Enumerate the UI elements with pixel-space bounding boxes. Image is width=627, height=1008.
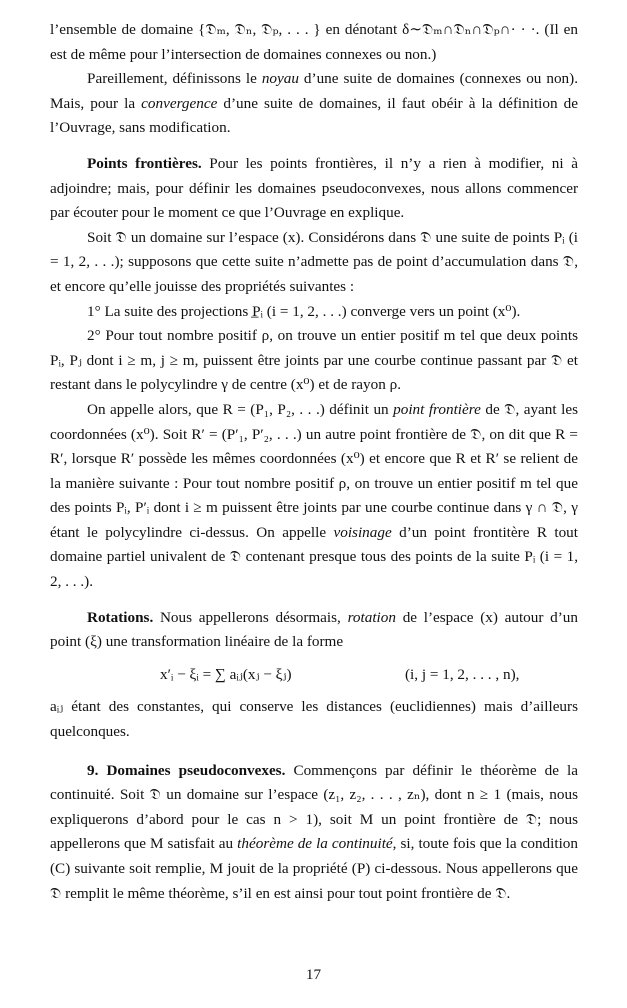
- paragraph-pseudoconvexes: [50, 759, 578, 907]
- text-run: de l’espace (x) autour d’un point (ξ) une transformation linéaire de la forme: [50, 608, 578, 651]
- paragraph-constantes: aᵢⱼ étant des constantes, qui conserve les distances (euclidiennes) mais d’ailleurs quelconques.: [50, 698, 578, 741]
- text-run: Pour les points frontières, il n’y a rien à modifier, ni à adjoindre; mais, pour définir les domaines pseudoconvexes, nous allons commencer par écouter pour le moment ce que l’Ouvrage en explique.: [50, 154, 578, 222]
- term-point-frontiere: point frontière: [393, 400, 481, 418]
- term-theoreme-continuite: théorème de la continuité: [237, 835, 393, 853]
- term-noyau: noyau: [261, 70, 299, 88]
- text-run: d’un point frontitère R tout domaine partiel univalent de 𝔇 contenant presque tous des points de la suite Pᵢ (i = 1, 2, . . .).: [50, 523, 578, 591]
- term-rotation: rotation: [347, 608, 396, 626]
- paragraph-intersection: l’ensemble de domaine {𝔇ₘ, 𝔇ₙ, 𝔇ₚ, . . . } en dénotant δ∼𝔇ₘ∩𝔇ₙ∩𝔇ₚ∩· · ·. (Il en est de même pour l’intersection de domaines connexes ou non.): [50, 21, 578, 63]
- text-run: , si, toute fois que la condition (C) suivante soit remplie, M jouit de la propriété (P) ci-dessous. Nous appellerons que 𝔇 remplit le même théorème, s’il en est ainsi pour tout point frontière de 𝔇.: [50, 835, 578, 902]
- heading-rotations: Rotations.: [87, 608, 154, 626]
- paragraph-condition-2: 2° Pour tout nombre positif ρ, on trouve un entier positif m tel que deux points Pᵢ, Pⱼ dont i ≥ m, j ≥ m, puissent être joints par une courbe continue passant par 𝔇 et restant dans le polycylindre γ de centre (x⁰) et de rayon ρ.: [50, 327, 578, 394]
- paragraph-point-frontiere: [50, 398, 578, 595]
- text-run: d’une suite de domaines (connexes ou non). Mais, pour la: [50, 70, 579, 112]
- paragraph-condition-1: 1° La suite des projections P̲ᵢ (i = 1, 2, . . .) converge vers un point (x⁰).: [87, 302, 521, 320]
- text-run: Pareillement, définissons le: [87, 70, 262, 88]
- heading-pseudoconvexes: 9. Domaines pseudoconvexes.: [87, 761, 286, 779]
- term-convergence: convergence: [141, 94, 218, 112]
- paragraph-points-frontieres: [50, 152, 578, 226]
- paragraph-rotations: [50, 606, 578, 655]
- text-run: d’une suite de domaines, il faut obéir à la définition de l’Ouvrage, sans modification.: [50, 94, 578, 137]
- formula-expression: x′ᵢ − ξᵢ = ∑ aᵢⱼ(xⱼ − ξⱼ): [160, 665, 292, 683]
- paragraph-suite-points: Soit 𝔇 un domaine sur l’espace (x). Considérons dans 𝔇 une suite de points Pᵢ (i = 1, 2, . . .); supposons que cette suite n’admette pas de point d’accumulation dans 𝔇, et encore qu’elle jouisse des propriétés suivantes :: [50, 228, 578, 295]
- formula-range: (i, j = 1, 2, . . . , n),: [405, 665, 520, 683]
- text-run: On appelle alors, que R = (P₁, P₂, . . .) définit un: [87, 400, 394, 418]
- term-voisinage: voisinage: [333, 523, 392, 541]
- paragraph-noyau: [50, 67, 578, 141]
- heading-points-frontieres: Points frontières.: [87, 154, 202, 172]
- rotation-formula: [50, 663, 578, 688]
- page-body: [50, 18, 578, 906]
- text-run: Commençons par définir le théorème de la continuité. Soit 𝔇 un domaine sur l’espace (z₁, z₂, . . . , zₙ), dont n ≥ 1 (mais, nous expliquerons d’abord pour le cas n > 1), soit M un point frontière de 𝔇; nous appellerons que M satisfait au: [50, 761, 578, 853]
- text-run: de 𝔇, ayant les coordonnées (x⁰). Soit R′ = (P′₁, P′₂, . . .) un autre point frontière de 𝔇, on dit que R = R′, lorsque R′ possède les mêmes coordonnées (x⁰) et encore que R et R′ se relient de la manière suivante : Pour tout nombre positif ρ, on trouve un entier positif m tel que des points Pᵢ, P′ᵢ dont i ≥ m puissent être joints par une courbe continue dans γ ∩ 𝔇, γ étant le polycylindre ci-dessus. On appelle: [50, 400, 578, 541]
- page-number: 17: [305, 966, 322, 983]
- text-run: Nous appellerons désormais,: [153, 608, 348, 626]
